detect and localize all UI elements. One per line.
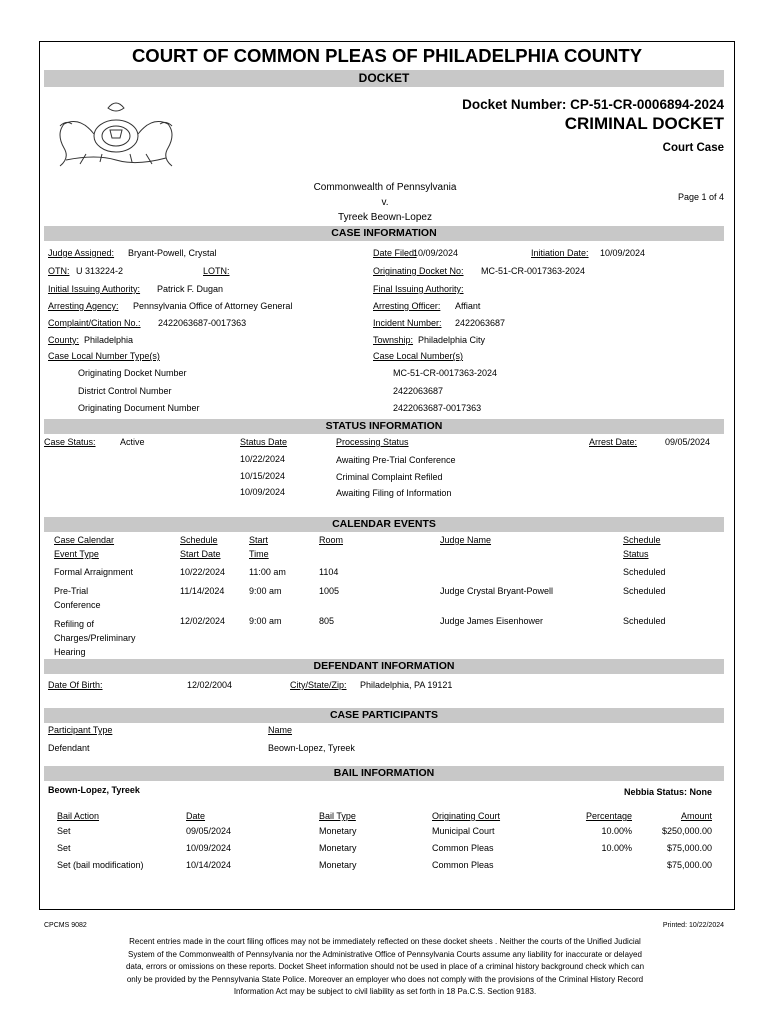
cal-header-time: Time bbox=[249, 549, 269, 559]
disclaimer-line: System of the Commonwealth of Pennsylvania nor the Administrative Office of Pennsylvania Courts assume any liability for inaccurate or delayed bbox=[128, 949, 642, 959]
cal-header-room: Room bbox=[319, 535, 344, 545]
orig-docket-label: Originating Docket No: bbox=[373, 266, 464, 276]
bail-action: Set bbox=[57, 843, 71, 853]
cal-status: Scheduled bbox=[623, 567, 666, 577]
cal-date: 12/02/2024 bbox=[180, 616, 226, 626]
bail-action: Set (bail modification) bbox=[57, 860, 144, 870]
local-numbers-label: Case Local Number(s) bbox=[373, 351, 464, 361]
status-row-text: Criminal Complaint Refiled bbox=[336, 472, 443, 482]
participant-type-header: Participant Type bbox=[48, 725, 113, 735]
cal-status: Scheduled bbox=[623, 586, 666, 596]
incident-value: 2422063687 bbox=[455, 318, 506, 328]
cal-event: Refiling of bbox=[54, 619, 95, 629]
defendant-bar: DEFENDANT INFORMATION bbox=[44, 659, 724, 674]
cal-event: Pre-Trial bbox=[54, 586, 89, 596]
bail-date: 10/09/2024 bbox=[186, 843, 232, 853]
arresting-officer-label: Arresting Officer: bbox=[373, 301, 441, 311]
bail-header-type: Bail Type bbox=[319, 811, 356, 821]
bail-bar: BAIL INFORMATION bbox=[44, 766, 724, 781]
bail-type: Monetary bbox=[319, 826, 357, 836]
status-row-text: Awaiting Pre-Trial Conference bbox=[336, 455, 456, 465]
dob-value: 12/02/2004 bbox=[187, 680, 233, 690]
dob-label: Date Of Birth: bbox=[48, 680, 103, 690]
bail-type: Monetary bbox=[319, 860, 357, 870]
csz-value: Philadelphia, PA 19121 bbox=[360, 680, 453, 690]
arrest-date-value: 09/05/2024 bbox=[665, 437, 711, 447]
local-number-item: 2422063687-0017363 bbox=[393, 403, 482, 413]
bail-pct: 10.00% bbox=[601, 826, 632, 836]
caption-line1: Commonwealth of Pennsylvania bbox=[313, 182, 457, 193]
county-value: Philadelphia bbox=[84, 335, 134, 345]
bail-header-amount: Amount bbox=[680, 811, 712, 821]
docket-type: CRIMINAL DOCKET bbox=[564, 114, 724, 133]
cal-date: 10/22/2024 bbox=[180, 567, 226, 577]
cal-time: 9:00 am bbox=[249, 586, 282, 596]
arresting-agency-label: Arresting Agency: bbox=[48, 301, 119, 311]
court-title: COURT OF COMMON PLEAS OF PHILADELPHIA COUNTY bbox=[131, 45, 643, 66]
cal-header-event: Case Calendar bbox=[54, 535, 115, 545]
docket-bar: DOCKET bbox=[44, 70, 724, 87]
printed-date: Printed: 10/22/2024 bbox=[662, 922, 724, 929]
initiation-value: 10/09/2024 bbox=[600, 248, 646, 258]
bail-amount: $75,000.00 bbox=[666, 860, 712, 870]
judge-value: Bryant-Powell, Crystal bbox=[128, 248, 217, 258]
docket-number: Docket Number: CP-51-CR-0006894-2024 bbox=[462, 97, 724, 112]
cal-header-event: Event Type bbox=[54, 549, 99, 559]
disclaimer-line: Information Act may be subject to civil liability as set forth in 18 Pa.C.S. Section 9183. bbox=[233, 987, 537, 997]
disclaimer bbox=[70, 936, 700, 999]
form-number: CPCMS 9082 bbox=[44, 922, 87, 929]
status-row-text: Awaiting Filing of Information bbox=[336, 488, 452, 498]
cal-date: 11/14/2024 bbox=[180, 586, 225, 596]
seal-icon bbox=[46, 94, 186, 170]
bail-date: 09/05/2024 bbox=[186, 826, 232, 836]
otn-value: U 313224-2 bbox=[76, 266, 124, 276]
local-types-label: Case Local Number Type(s) bbox=[48, 351, 160, 361]
bail-court: Common Pleas bbox=[432, 860, 494, 870]
complaint-label: Complaint/Citation No.: bbox=[48, 318, 141, 328]
bail-pct: 10.00% bbox=[601, 843, 632, 853]
bail-person: Beown-Lopez, Tyreek bbox=[48, 785, 140, 795]
county-label: County: bbox=[48, 335, 80, 345]
cal-header-status: Schedule bbox=[623, 535, 661, 545]
participant-name-header: Name bbox=[268, 725, 293, 735]
complaint-value: 2422063687-0017363 bbox=[158, 318, 247, 328]
bail-header-court: Originating Court bbox=[432, 811, 501, 821]
case-status-label: Case Status: bbox=[44, 437, 96, 447]
local-type-item: Originating Document Number bbox=[78, 403, 200, 413]
status-row-date: 10/22/2024 bbox=[240, 454, 286, 464]
cal-room: 1005 bbox=[319, 586, 340, 596]
status-row-date: 10/15/2024 bbox=[240, 471, 286, 481]
incident-label: Incident Number: bbox=[373, 318, 442, 328]
initial-authority-label: Initial Issuing Authority: bbox=[48, 284, 141, 294]
bail-amount: $75,000.00 bbox=[666, 843, 712, 853]
cal-event: Conference bbox=[54, 600, 101, 610]
case-info-bar: CASE INFORMATION bbox=[44, 226, 724, 241]
status-info-bar: STATUS INFORMATION bbox=[44, 419, 724, 434]
cal-event: Hearing bbox=[54, 647, 86, 657]
nebbia-status: Nebbia Status: None bbox=[623, 787, 712, 797]
local-type-item: District Control Number bbox=[78, 386, 172, 396]
cal-judge: Judge James Eisenhower bbox=[440, 616, 544, 626]
cal-time: 9:00 am bbox=[249, 616, 282, 626]
local-number-item: 2422063687 bbox=[393, 386, 444, 396]
disclaimer-line: Recent entries made in the court filing offices may not be immediately reflected on these docket sheets . Neither the courts of the Unified Judicial bbox=[129, 937, 641, 946]
initial-authority-value: Patrick F. Dugan bbox=[157, 284, 224, 294]
arrest-date-label: Arrest Date: bbox=[589, 437, 638, 447]
township-value: Philadelphia City bbox=[418, 335, 486, 345]
bail-court: Municipal Court bbox=[432, 826, 495, 836]
participant-type: Defendant bbox=[48, 743, 90, 753]
cal-room: 1104 bbox=[319, 567, 339, 577]
disclaimer-line: data, errors or omissions on these reports. Docket Sheet information should not be used in place of a criminal history background check which can bbox=[125, 962, 645, 972]
cal-status: Scheduled bbox=[623, 616, 666, 626]
bail-court: Common Pleas bbox=[432, 843, 494, 853]
lotn-label: LOTN: bbox=[203, 266, 230, 276]
local-number-item: MC-51-CR-0017363-2024 bbox=[393, 368, 498, 378]
bail-type: Monetary bbox=[319, 843, 357, 853]
cal-header-date: Start Date bbox=[180, 549, 221, 559]
disclaimer-line: only be provided by the Pennsylvania State Police. Moreover an employer who does not comply with the provisions of the Criminal History Record bbox=[126, 974, 644, 984]
final-authority-label: Final Issuing Authority: bbox=[373, 284, 464, 294]
bail-header-pct: Percentage bbox=[585, 811, 632, 821]
status-date-header: Status Date bbox=[240, 437, 288, 447]
orig-docket-value: MC-51-CR-0017363-2024 bbox=[481, 266, 586, 276]
cal-header-time: Start bbox=[249, 535, 269, 545]
cal-time: 11:00 am bbox=[249, 567, 286, 577]
caption-line3: Tyreek Beown-Lopez bbox=[338, 212, 432, 223]
cal-event: Formal Arraignment bbox=[54, 567, 134, 577]
calendar-bar: CALENDAR EVENTS bbox=[44, 517, 724, 532]
bail-action: Set bbox=[57, 826, 71, 836]
cal-header-date: Schedule bbox=[180, 535, 218, 545]
arresting-officer-value: Affiant bbox=[455, 301, 481, 311]
date-filed-label: Date Filed: bbox=[373, 248, 417, 258]
page-indicator: Page 1 of 4 bbox=[677, 192, 724, 202]
local-type-item: Originating Docket Number bbox=[78, 368, 187, 378]
bail-header-action: Bail Action bbox=[57, 811, 100, 821]
township-label: Township: bbox=[373, 335, 414, 345]
arresting-agency-value: Pennsylvania Office of Attorney General bbox=[133, 301, 293, 311]
cal-header-judge: Judge Name bbox=[440, 535, 492, 545]
judge-label: Judge Assigned: bbox=[48, 248, 115, 258]
bail-header-date: Date bbox=[186, 811, 206, 821]
bail-date: 10/14/2024 bbox=[186, 860, 232, 870]
cal-room: 805 bbox=[319, 616, 335, 626]
case-kind: Court Case bbox=[662, 142, 724, 154]
initiation-label: Initiation Date: bbox=[531, 248, 589, 258]
case-status-value: Active bbox=[120, 437, 145, 447]
participant-name: Beown-Lopez, Tyreek bbox=[268, 743, 355, 753]
date-filed-value: 10/09/2024 bbox=[413, 248, 459, 258]
cal-event: Charges/Preliminary bbox=[54, 633, 136, 643]
otn-label: OTN: bbox=[48, 266, 70, 276]
participants-bar: CASE PARTICIPANTS bbox=[44, 708, 724, 723]
status-row-date: 10/09/2024 bbox=[240, 487, 286, 497]
bail-amount: $250,000.00 bbox=[661, 826, 712, 836]
processing-status-header: Processing Status bbox=[336, 437, 409, 447]
cal-judge: Judge Crystal Bryant-Powell bbox=[440, 586, 554, 596]
cal-header-status: Status bbox=[623, 549, 649, 559]
caption-line2: v. bbox=[381, 197, 389, 208]
csz-label: City/State/Zip: bbox=[290, 680, 347, 690]
